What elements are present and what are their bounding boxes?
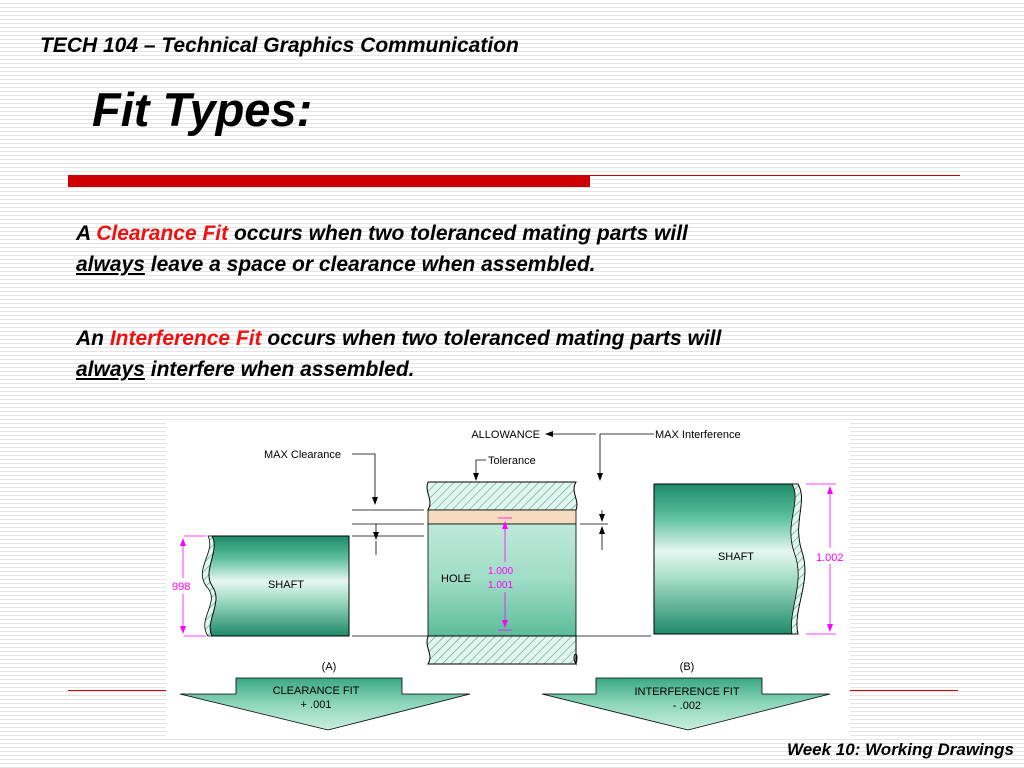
clearance-emph: always — [76, 253, 145, 276]
title-rule-bar — [68, 175, 590, 187]
shaft-b-dim-text: 1.002 — [816, 552, 844, 564]
interference-arrows — [600, 434, 654, 550]
shaft-a-dimension — [172, 536, 206, 636]
interference-emph: always — [76, 358, 145, 381]
tolerance-leader — [476, 460, 486, 480]
interference-mid: occurs when two toleranced mating parts will — [267, 327, 722, 350]
interference-fit-term: Interference Fit — [109, 327, 262, 350]
shaft-b — [654, 484, 805, 634]
clearance-fit-arrow — [180, 678, 470, 730]
interference-tail: interfere when assembled. — [150, 358, 415, 381]
clearance-mid: occurs when two toleranced mating parts will — [233, 222, 688, 245]
clearance-fit-arrow-title: CLEARANCE FIT — [272, 685, 360, 697]
label-a: (A) — [321, 661, 337, 673]
interference-fit-arrow — [542, 678, 830, 730]
slide-title: Fit Types: — [92, 83, 313, 136]
clearance-lead: A — [76, 222, 91, 245]
allowance-label: ALLOWANCE — [471, 429, 540, 441]
footer-rule-right — [850, 690, 958, 691]
fit-types-figure — [166, 422, 850, 736]
hole-dim-2: 1.001 — [488, 580, 514, 591]
course-title: TECH 104 – Technical Graphics Communication — [40, 34, 519, 57]
title-rule-line — [590, 175, 960, 176]
interference-fit-paragraph — [76, 323, 946, 385]
hole-label: HOLE — [441, 573, 471, 585]
clearance-fit-arrow-value: + .001 — [300, 699, 332, 711]
interference-lead: An — [76, 327, 104, 350]
shaft-a — [202, 536, 349, 636]
clearance-fit-term: Clearance Fit — [96, 222, 229, 245]
shaft-b-label: SHAFT — [717, 551, 755, 563]
footer-rule-left — [68, 690, 166, 691]
tolerance-label: Tolerance — [488, 455, 536, 467]
tolerance-band — [428, 510, 576, 524]
clearance-fit-paragraph — [76, 218, 946, 280]
max-interference-label: MAX Interference — [655, 429, 741, 441]
max-clearance-label: MAX Clearance — [264, 449, 342, 461]
footer-week-label: Week 10: Working Drawings — [786, 740, 1014, 759]
label-b: (B) — [679, 661, 695, 673]
clearance-tail: leave a space or clearance when assembled. — [150, 253, 596, 276]
shaft-b-dimension — [806, 484, 844, 634]
shaft-a-dim-text: 998 — [172, 581, 191, 593]
interference-fit-arrow-value: - .002 — [672, 700, 702, 712]
hole-dim-1: 1.000 — [488, 566, 514, 577]
interference-fit-arrow-title: INTERFERENCE FIT — [634, 686, 740, 698]
fit-diagram — [166, 422, 850, 736]
shaft-a-label: SHAFT — [267, 579, 305, 591]
